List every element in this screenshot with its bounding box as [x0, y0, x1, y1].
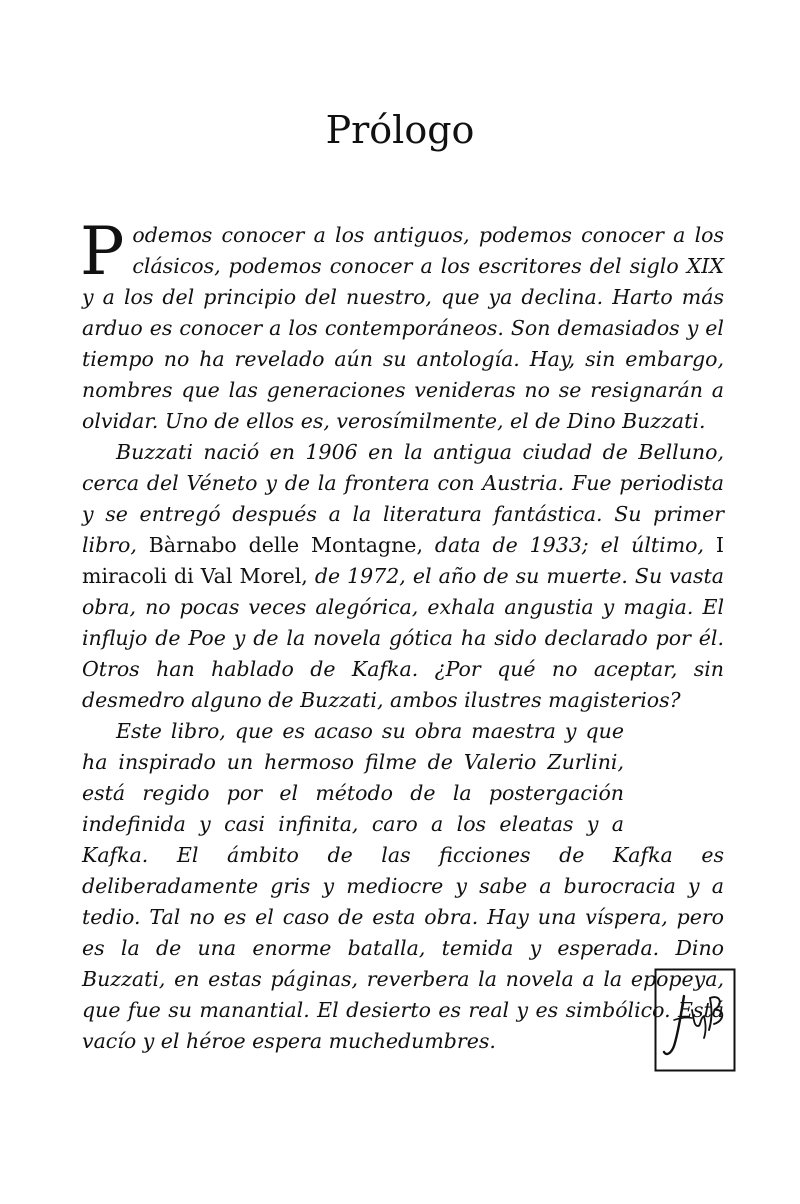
book-title-barnabo: Bàrnabo delle Montagne,: [148, 533, 423, 557]
paragraph-2-text-a: Buzzati nació en 1906 en la antigua ciudad de Belluno, cerca del Véneto y de la frontera con Austria. Fue periodista y se entregó después a la literatura fantástica. Su primer libro,: [82, 440, 724, 557]
paragraph-2-text-b: data de 1933; el último,: [434, 533, 704, 557]
paragraph-2-text-c: de 1972, el año de su muerte. Su vasta obra, no pocas veces alegórica, exhala angustia y magia. El influjo de Poe y de la novela gótica ha sido declarado por él. Otros han hablado de Kafka. ¿Por qué no aceptar, sin desmedro alguno de Buzzati, ambos ilustres magisterios?: [82, 564, 724, 712]
book-title-miracoli: I miracoli di Val Morel,: [82, 533, 724, 588]
drop-cap: P: [80, 213, 125, 290]
page-title: Prólogo: [325, 108, 475, 152]
paragraph-3-text: Este libro, que es acaso su obra maestra y que ha inspirado un hermoso filme de Valerio Zurlini, está regido por el método de la postergación indefinida y casi infinita, caro a los eleatas y a Kafka. El ámbito de las ficciones de Kafka es deliberadamente gris y mediocre y sabe a burocracia y a tedio. Tal no es el caso de esta obra. Hay una víspera, pero es la de una enorme batalla, temida y esperada. Dino Buzzati, en estas páginas, reverbera la novela a la epopeya, que fue su manantial. El desierto es real y es simbólico. Está vacío y el héroe espera muchedumbres.: [82, 719, 724, 1053]
signature-icon: [654, 968, 736, 1072]
paragraph-1-text: odemos conocer a los antiguos, podemos conocer a los clásicos, podemos conocer a los escritores del siglo XIX y a los del principio del nuestro, que ya declina. Harto más arduo es conocer a los contemporáneos. Son demasiados y el tiempo no ha revelado aún su antología. Hay, sin embargo, nombres que las generaciones venideras no se resignarán a olvidar. Uno de ellos es, verosímilmente, el de Dino Buzzati.: [82, 223, 724, 433]
paragraph-1: [80, 213, 724, 437]
prologue-body: [80, 213, 724, 1057]
paragraph-3: [82, 716, 724, 1057]
paragraph-2: [82, 437, 724, 716]
signature-float-spacer: [644, 728, 730, 840]
